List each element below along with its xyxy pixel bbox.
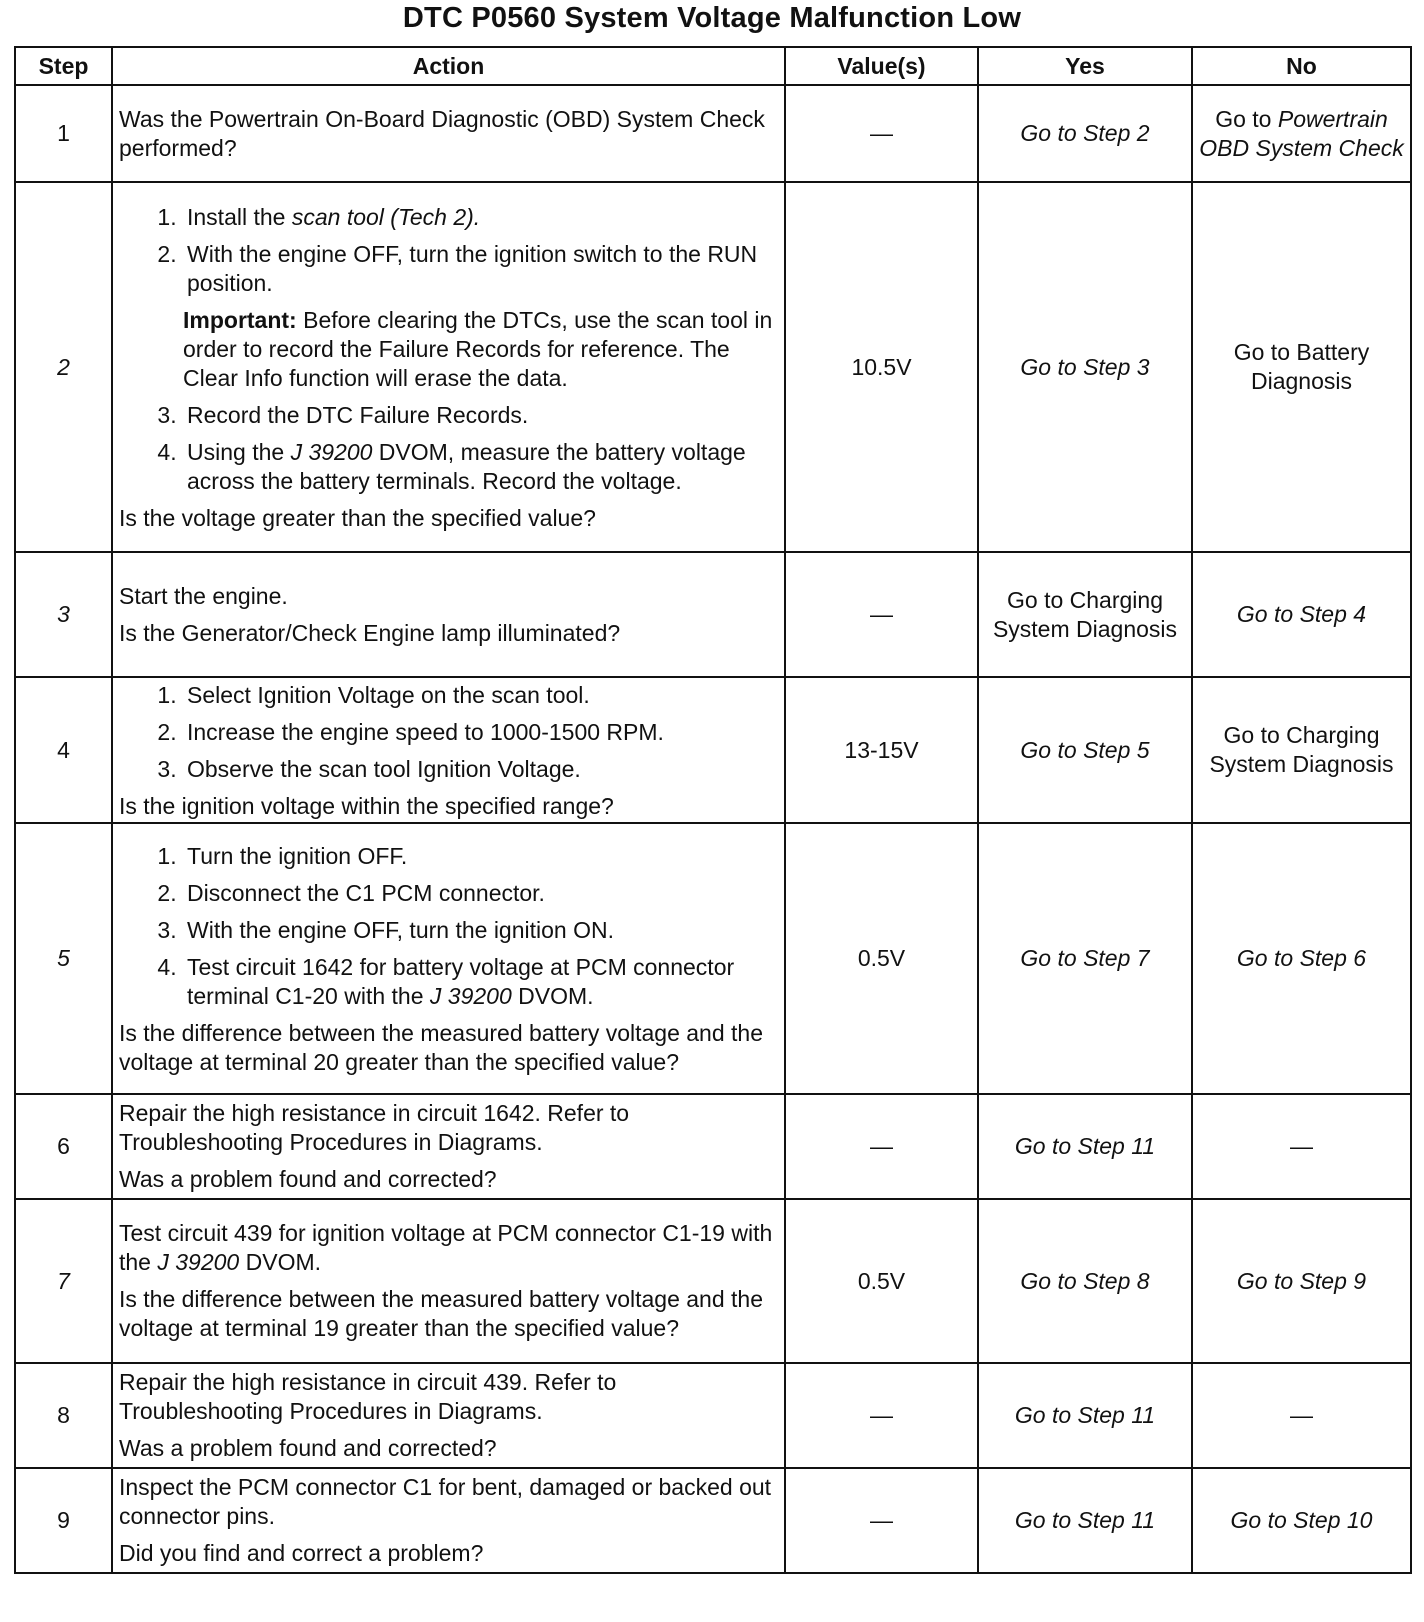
no-cell	[1192, 85, 1411, 182]
no-cell: Go to Battery Diagnosis	[1192, 182, 1411, 552]
table-row	[15, 677, 1411, 823]
step-number: 5	[15, 823, 112, 1094]
no-text: Go to	[1215, 105, 1278, 132]
value-cell: 0.5V	[785, 1199, 978, 1363]
item-text-italic: scan tool (Tech 2).	[291, 204, 481, 230]
yes-cell: Go to Step 3	[978, 182, 1192, 552]
value-cell: 10.5V	[785, 182, 978, 552]
no-cell: Go to Step 6	[1192, 823, 1411, 1094]
header-values: Value(s)	[785, 47, 978, 85]
action-text: Repair the high resistance in circuit 439. Refer to Troubleshooting Procedures in Diagrams.	[119, 1369, 617, 1424]
action-steps-list	[119, 842, 778, 1011]
item-text: DVOM.	[511, 983, 594, 1009]
action-question: Is the difference between the measured battery voltage and the voltage at terminal 19 greater than the specified value?	[119, 1286, 763, 1341]
table-row	[15, 1468, 1411, 1573]
item-text: Using the	[187, 439, 291, 465]
list-item: 1. Select Ignition Voltage on the scan tool.	[183, 681, 778, 710]
no-text-italic: Powertrain OBD System Check	[1199, 105, 1404, 161]
value-cell: 13-15V	[785, 677, 978, 823]
yes-cell: Go to Step 2	[978, 85, 1192, 182]
list-item	[183, 438, 778, 496]
page-title: DTC P0560 System Voltage Malfunction Low	[402, 2, 1022, 34]
action-cell	[112, 823, 785, 1094]
important-label: Important:	[183, 307, 297, 333]
yes-cell: Go to Step 7	[978, 823, 1192, 1094]
action-question: Is the voltage greater than the specified value?	[119, 505, 596, 531]
value-cell: —	[785, 1363, 978, 1468]
action-steps-list	[119, 401, 778, 496]
value-cell: —	[785, 1094, 978, 1199]
important-note	[183, 306, 778, 393]
step-number: 4	[15, 677, 112, 823]
action-cell	[112, 677, 785, 823]
item-text: Test circuit 1642 for battery voltage at PCM connector terminal C1-20 with the	[187, 954, 735, 1009]
action-text-part: DVOM.	[239, 1249, 322, 1275]
value-cell: —	[785, 552, 978, 677]
step-number: 3	[15, 552, 112, 677]
action-cell	[112, 1468, 785, 1573]
item-text-italic: J 39200	[290, 439, 373, 465]
step-number: 1	[15, 85, 112, 182]
action-text: Repair the high resistance in circuit 1642. Refer to Troubleshooting Procedures in Diagrams.	[119, 1100, 630, 1155]
no-cell: Go to Charging System Diagnosis	[1192, 677, 1411, 823]
yes-cell: Go to Step 11	[978, 1363, 1192, 1468]
action-cell	[112, 1199, 785, 1363]
action-cell	[112, 1094, 785, 1199]
yes-cell: Go to Step 11	[978, 1468, 1192, 1573]
action-text-part: Test circuit 439 for ignition voltage at PCM connector C1-19 with the	[119, 1220, 773, 1275]
yes-cell: Go to Step 8	[978, 1199, 1192, 1363]
action-steps-list	[119, 203, 778, 298]
action-cell	[112, 1363, 785, 1468]
action-cell	[112, 182, 785, 552]
action-cell	[112, 552, 785, 677]
action-steps-list	[119, 681, 778, 784]
table-row	[15, 1363, 1411, 1468]
value-cell: 0.5V	[785, 823, 978, 1094]
table-row	[15, 823, 1411, 1094]
list-item: 2. Disconnect the C1 PCM connector.	[183, 879, 778, 908]
list-item	[183, 401, 778, 430]
table-row	[15, 552, 1411, 677]
table-row	[15, 85, 1411, 182]
action-question: Was the Powertrain On-Board Diagnostic (OBD) System Check performed?	[119, 105, 765, 161]
action-text	[119, 1219, 778, 1277]
no-cell: Go to Step 4	[1192, 552, 1411, 677]
table-row	[15, 182, 1411, 552]
yes-cell: Go to Charging System Diagnosis	[978, 552, 1192, 677]
action-question: Is the Generator/Check Engine lamp illuminated?	[119, 619, 621, 646]
action-question: Is the difference between the measured battery voltage and the voltage at terminal 20 greater than the specified value?	[119, 1020, 763, 1075]
item-text-italic: J 39200	[429, 983, 512, 1009]
header-step: Step	[15, 47, 112, 85]
no-cell: —	[1192, 1094, 1411, 1199]
action-question: Was a problem found and corrected?	[119, 1435, 497, 1461]
table-row	[15, 1199, 1411, 1363]
no-cell: Go to Step 10	[1192, 1468, 1411, 1573]
step-number: 6	[15, 1094, 112, 1199]
action-text: Inspect the PCM connector C1 for bent, damaged or backed out connector pins.	[119, 1474, 772, 1529]
diagnostic-table	[14, 46, 1412, 1574]
list-item	[183, 203, 778, 232]
header-action: Action	[112, 47, 785, 85]
no-cell: Go to Step 9	[1192, 1199, 1411, 1363]
table-header-row	[15, 47, 1411, 85]
list-item: 2. Increase the engine speed to 1000-1500 RPM.	[183, 718, 778, 747]
action-cell	[112, 85, 785, 182]
step-number: 9	[15, 1468, 112, 1573]
list-item: 3. With the engine OFF, turn the ignition ON.	[183, 916, 778, 945]
step-number: 2	[15, 182, 112, 552]
important-text: Before clearing the DTCs, use the scan tool in order to record the Failure Records for reference. The Clear Info function will erase the data.	[183, 307, 773, 391]
step-number: 8	[15, 1363, 112, 1468]
action-text-italic: J 39200	[157, 1249, 240, 1275]
value-cell: —	[785, 85, 978, 182]
item-text: DVOM, measure the battery voltage across the battery terminals. Record the voltage.	[187, 439, 746, 494]
action-text: Start the engine.	[119, 582, 288, 609]
item-text: Record the DTC Failure Records.	[187, 402, 529, 428]
action-question: Was a problem found and corrected?	[119, 1166, 497, 1192]
yes-cell: Go to Step 5	[978, 677, 1192, 823]
list-item: 1. Turn the ignition OFF.	[183, 842, 778, 871]
item-text: With the engine OFF, turn the ignition switch to the RUN position.	[187, 241, 758, 296]
yes-cell: Go to Step 11	[978, 1094, 1192, 1199]
no-cell: —	[1192, 1363, 1411, 1468]
action-question: Is the ignition voltage within the specified range?	[119, 793, 614, 819]
list-item	[183, 953, 778, 1011]
header-no: No	[1192, 47, 1411, 85]
action-question: Did you find and correct a problem?	[119, 1540, 484, 1566]
item-text: Install the	[187, 204, 292, 230]
list-item	[183, 240, 778, 298]
value-cell: —	[785, 1468, 978, 1573]
header-yes: Yes	[978, 47, 1192, 85]
list-item: 3. Observe the scan tool Ignition Voltage.	[183, 755, 778, 784]
table-row	[15, 1094, 1411, 1199]
step-number: 7	[15, 1199, 112, 1363]
